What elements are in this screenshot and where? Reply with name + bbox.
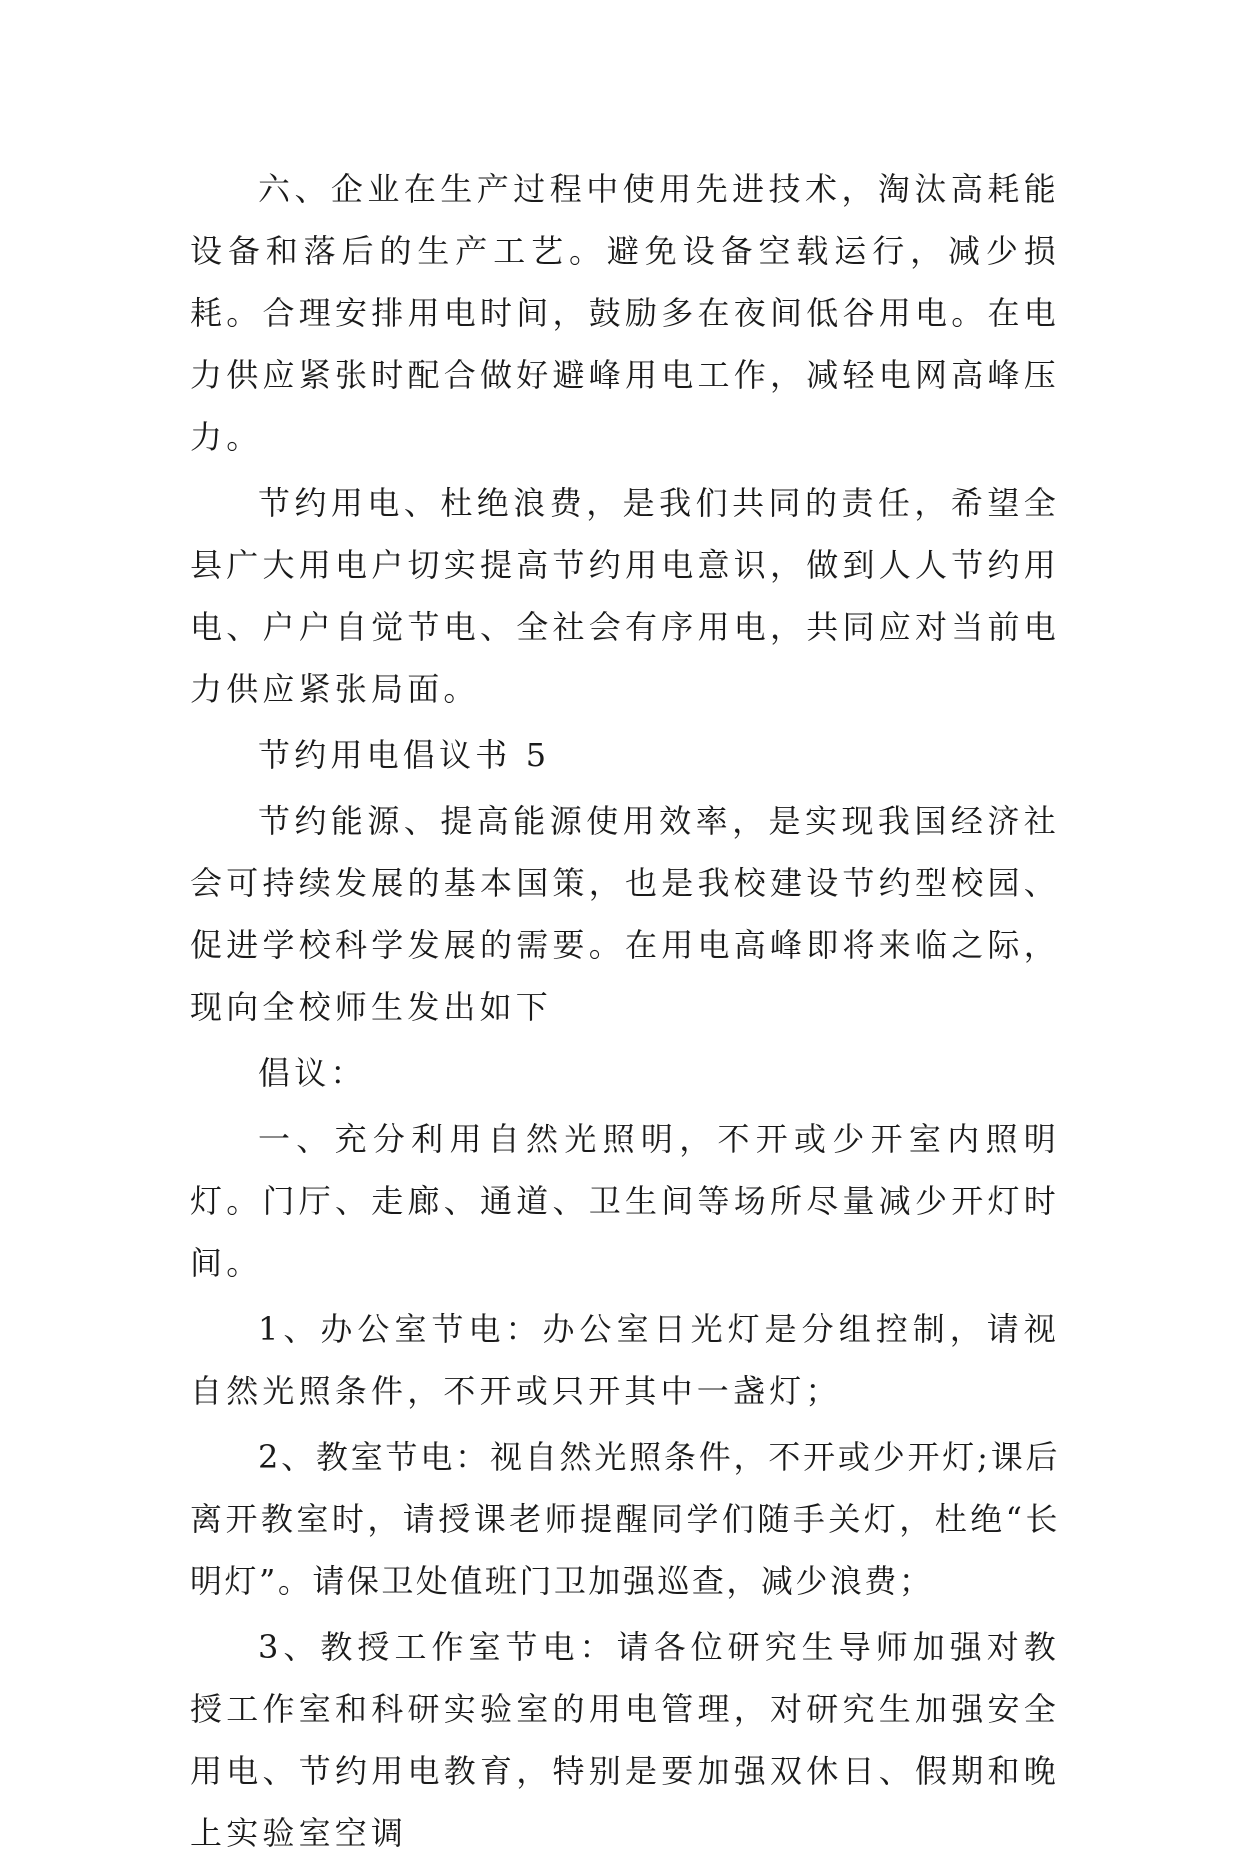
paragraph-shared-responsibility: 节约用电、杜绝浪费，是我们共同的责任，希望全县广大用电户切实提高节约用电意识，做到人人节约用电、户户自觉节电、全社会有序用电，共同应对当前电力供应紧张局面。	[190, 484, 1060, 708]
paragraph-natural-light: 一、充分利用自然光照明，不开或少开室内照明灯。门厅、走廊、通道、卫生间等场所尽量减少开灯时间。	[190, 1120, 1060, 1282]
paragraph-proposal-label: 倡议：	[258, 1054, 367, 1092]
document-body	[190, 158, 1060, 1868]
paragraph-enterprise-measures: 六、企业在生产过程中使用先进技术，淘汰高耗能设备和落后的生产工艺。避免设备空载运行，减少损耗。合理安排用电时间，鼓励多在夜间低谷用电。在电力供应紧张时配合做好避峰用电工作，减轻电网高峰压力。	[190, 170, 1060, 456]
paragraph-energy-policy: 节约能源、提高能源使用效率，是实现我国经济社会可持续发展的基本国策，也是我校建设节约型校园、促进学校科学发展的需要。在用电高峰即将来临之际，现向全校师生发出如下	[190, 802, 1060, 1026]
paragraph-classroom-saving: 2、教室节电：视自然光照条件，不开或少开灯;课后离开教室时，请授课老师提醒同学们随手关灯，杜绝“长明灯”。请保卫处值班门卫加强巡查，减少浪费；	[190, 1438, 1060, 1600]
section-heading-proposal-5: 节约用电倡议书 5	[258, 736, 551, 774]
paragraph-office-saving: 1、办公室节电：办公室日光灯是分组控制，请视自然光照条件，不开或只开其中一盏灯；	[190, 1310, 1060, 1410]
paragraph-professor-office-saving: 3、教授工作室节电：请各位研究生导师加强对教授工作室和科研实验室的用电管理，对研究生加强安全用电、节约用电教育，特别是要加强双休日、假期和晚上实验室空调	[190, 1628, 1060, 1852]
